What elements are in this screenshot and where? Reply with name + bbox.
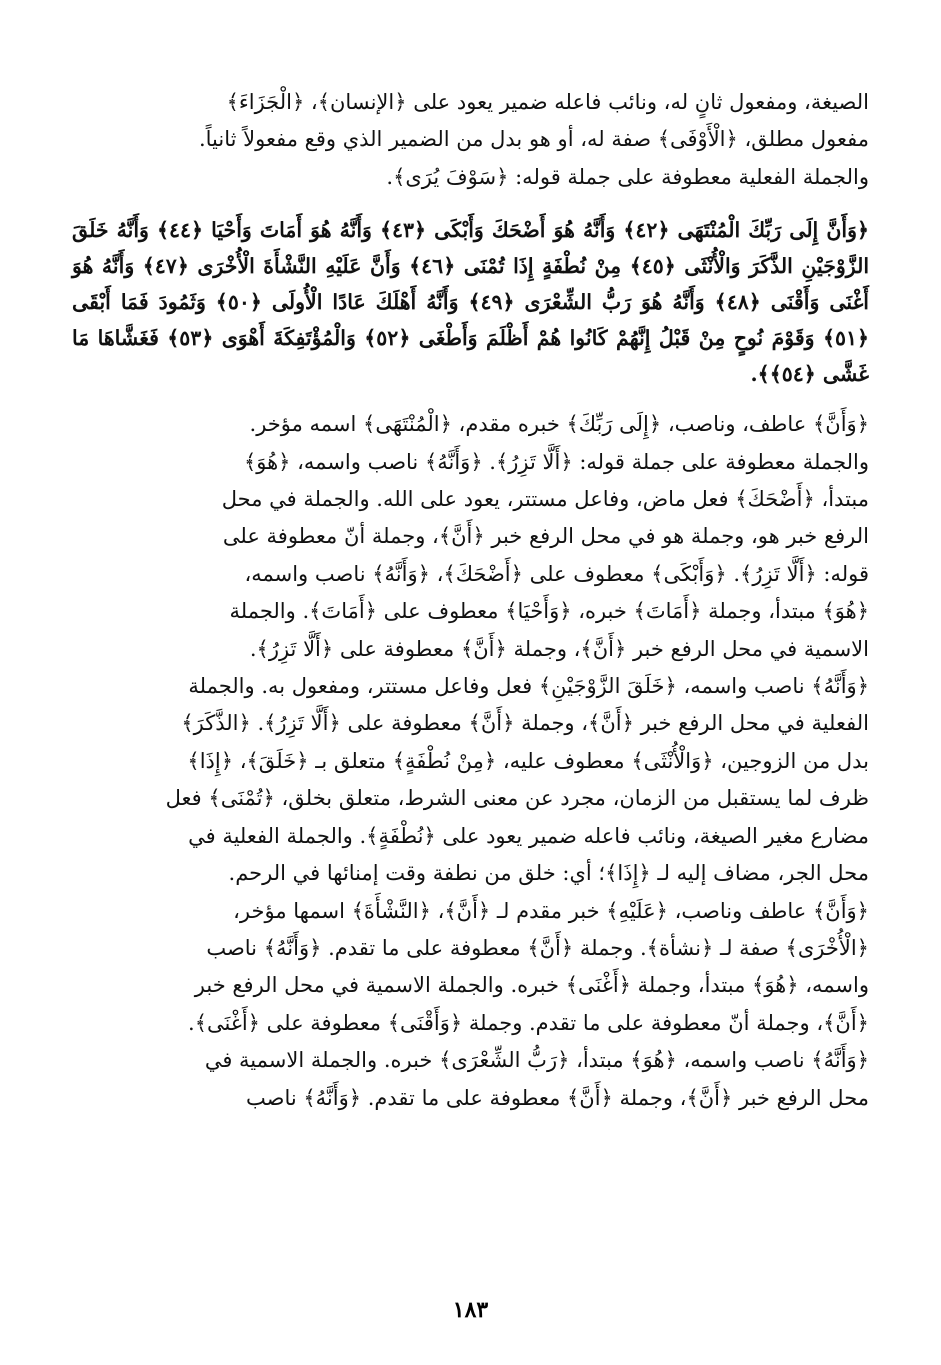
text-line: ﴿وَأَنَّ﴾ عاطف، وناصب، ﴿إِلَى رَبِّكَ﴾ خبره مقدم، ﴿الْمُنْتَهَى﴾ اسمه مؤخر. [249,412,869,437]
text-line: واسمه، ﴿هُوَ﴾ مبتدأ، وجملة ﴿أَغْنَى﴾ خبره. والجملة الاسمية في محل الرفع خبر [194,973,869,998]
text-line: والجملة الفعلية معطوفة على جملة قوله: ﴿سَوْفَ يُرَى﴾. [386,164,869,189]
text-line: ﴿الْأُخْرَى﴾ صفة لـ ﴿نشأة﴾. وجملة ﴿أَنَّ﴾ معطوفة على ما تقدم. ﴿وَأَنَّهُ﴾ ناصب [206,935,869,960]
text-line: محل الرفع خبر ﴿أَنَّ﴾، وجملة ﴿أَنَّ﴾ معطوفة على ما تقدم. ﴿وَأَنَّهُ﴾ ناصب [246,1085,869,1110]
text-line: ﴿وَأَنَّهُ﴾ ناصب واسمه، ﴿خَلَقَ الزَّوْجَيْنِ﴾ فعل وفاعل مستتر، ومفعول به. والجملة [188,674,869,699]
text-line: والجملة معطوفة على جملة قوله: ﴿أَلَّا تَزِرُ﴾. ﴿وَأَنَّهُ﴾ ناصب واسمه، ﴿هُوَ﴾ [243,449,869,474]
text-line: مبتدأ، ﴿أَضْحَكَ﴾ فعل ماض، وفاعل مستتر، يعود على الله. والجملة في محل [221,487,869,512]
text-line: الرفع خبر هو، وجملة هو في محل الرفع خبر ﴿أَنَّ﴾، وجملة أنّ معطوفة على [222,524,869,549]
text-line: مضارع مغير الصيغة، ونائب فاعله ضمير يعود على ﴿نُطْفَةٍ﴾. والجملة الفعلية في [188,823,869,848]
quran-verses-block: ﴿وَأَنَّ إِلَى رَبِّكَ الْمُنْتَهَى ﴿٤٢﴾ وَأَنَّهُ هُوَ أَضْحَكَ وَأَبْكَى ﴿٤٣﴾ وَأَنَّهُ هُوَ أَمَاتَ وَأَحْيَا ﴿٤٤﴾ وَأَنَّهُ خَلَقَ الزَّوْجَيْنِ الذَّكَرَ وَالْأُنْثَى ﴿٤٥﴾ مِنْ نُطْفَةٍ إِذَا تُمْنَى ﴿٤٦﴾ وَأَنَّ عَلَيْهِ النَّشْأَةَ الْأُخْرَى ﴿٤٧﴾ وَأَنَّهُ هُوَ أَغْنَى وَأَقْنَى ﴿٤٨﴾ وَأَنَّهُ هُوَ رَبُّ الشِّعْرَى ﴿٤٩﴾ وَأَنَّهُ أَهْلَكَ عَادًا الْأُولَى ﴿٥٠﴾ وَثَمُودَ فَمَا أَبْقَى ﴿٥١﴾ وَقَوْمَ نُوحٍ مِنْ قَبْلُ إِنَّهُمْ كَانُوا هُمْ أَظْلَمَ وَأَطْغَى ﴿٥٢﴾ وَالْمُؤْتَفِكَةَ أَهْوَى ﴿٥٣﴾ فَغَشَّاهَا مَا غَشَّى ﴿٥٤﴾﴾. [72,218,870,387]
text-line: محل الجر، مضاف إليه لـ ﴿إِذَا﴾؛ أي: خلق من نطفة وقت إمنائها في الرحم. [228,861,869,886]
intro-paragraph [72,84,869,196]
page-number: ١٨٣ [452,1297,489,1323]
text-line: الفعلية في محل الرفع خبر ﴿أَنَّ﴾، وجملة ﴿أَنَّ﴾ معطوفة على ﴿أَلَّا تَزِرُ﴾. ﴿الذَّكَرَ﴾ [181,711,869,736]
text-line: الاسمية في محل الرفع خبر ﴿أَنَّ﴾، وجملة ﴿أَنَّ﴾ معطوفة على ﴿أَلَّا تَزِرُ﴾. [249,636,869,661]
text-line: ﴿هُوَ﴾ مبتدأ، وجملة ﴿أَمَاتَ﴾ خبره، ﴿وَأَحْيَا﴾ معطوف على ﴿أَمَاتَ﴾. والجملة [229,599,869,624]
text-line: قوله: ﴿أَلَّا تَزِرُ﴾. ﴿وَأَبْكَى﴾ معطوف على ﴿أَضْحَكَ﴾، ﴿وَأَنَّهُ﴾ ناصب واسمه، [244,561,869,586]
grammatical-analysis [72,406,869,1117]
text-line: مفعول مطلق، ﴿الْأَوْفَى﴾ صفة له، أو هو بدل من الضمير الذي وقع مفعولاً ثانياً. [198,127,869,152]
text-line: ﴿وَأَنَّ﴾ عاطف وناصب، ﴿عَلَيْهِ﴾ خبر مقدم لـ ﴿أَنَّ﴾، ﴿النَّشْأَةَ﴾ اسمها مؤخر، [233,898,869,923]
text-line: الصيغة، ومفعول ثانٍ له، ونائب فاعله ضمير يعود على ﴿الإنسان﴾، ﴿الْجَزَاءَ﴾ [226,90,869,114]
text-line: ﴿وَأَنَّهُ﴾ ناصب واسمه، ﴿هُوَ﴾ مبتدأ، ﴿رَبُّ الشِّعْرَى﴾ خبره. والجملة الاسمية في [204,1048,869,1073]
text-line: ﴿أَنَّ﴾، وجملة أنّ معطوفة على ما تقدم. وجملة ﴿وَأَقْنَى﴾ معطوفة على ﴿أَغْنَى﴾. [188,1010,869,1035]
text-line: ظرف لما يستقبل من الزمان، مجرد عن معنى الشرط، متعلق بخلق، ﴿تُمْنَى﴾ فعل [165,786,869,811]
text-line: بدل من الزوجين، ﴿وَالْأُنْثَى﴾ معطوف عليه، ﴿مِنْ نُطْفَةٍ﴾ متعلق بـ ﴿خَلَقَ﴾، ﴿إِذَا﴾ [187,748,869,773]
